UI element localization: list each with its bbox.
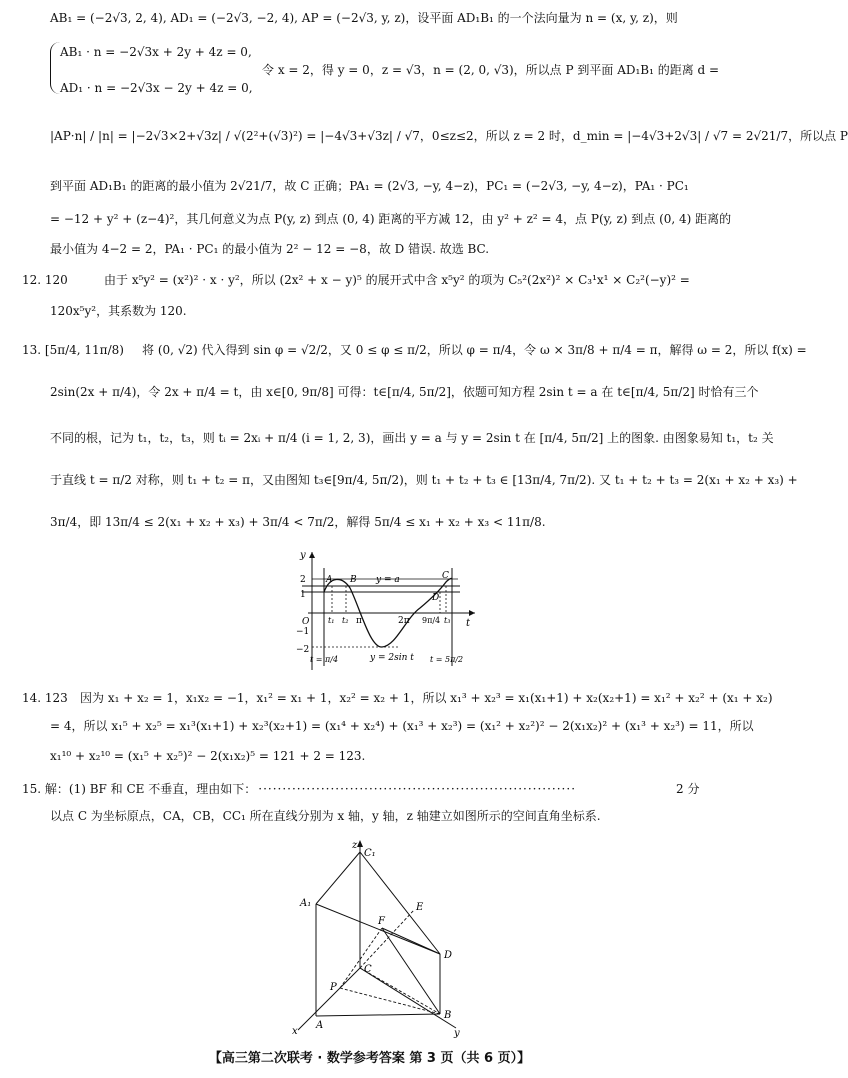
tick-label: 2: [300, 575, 306, 585]
segment-PF: [340, 928, 382, 988]
prism-figure: [290, 838, 480, 1038]
x-axis: [298, 968, 360, 1030]
axis-label-x: x: [292, 1026, 298, 1037]
tick-label: t₃: [444, 616, 451, 625]
text-line: 2sin(2x + π/4)，令 2x + π/4 = t，由 x∈[0, 9π/8] 可得：t∈[π/4, 5π/2]，依题可知方程 2sin t = a 在 t∈[π/4, 5π/2] 时恰有三个: [50, 385, 759, 399]
tick-label: −1: [296, 627, 310, 637]
answer-14: 14. 123: [22, 691, 68, 705]
text-line: |AP·n| / |n| = |−2√3×2+√3z| / √(2²+(√3)²) = |−4√3+√3z| / √7，0≤z≤2，所以 z = 2 时，d_min = |−4√3+2√3| / √7 = 2√21/7，所以点 P: [50, 129, 848, 143]
segment-CB: [360, 968, 440, 1014]
point-label: B: [350, 575, 357, 585]
bound-label: t = π/4: [310, 655, 339, 664]
text-line: 于直线 t = π/2 对称，则 t₁ + t₂ = π，又由图知 t₃∈[9π/4, 5π/2)，则 t₁ + t₂ + t₃ ∈ [13π/4, 7π/2). 又 t₁ + t₂ + t₃ = 2(x₁ + x₂ + x₃) +: [50, 473, 798, 487]
text-line: 因为 x₁ + x₂ = 1，x₁x₂ = −1，x₁² = x₁ + 1，x₂² = x₂ + 1，所以 x₁³ + x₂³ = x₁(x₁+1) + x₂(x₂+1) = x₁² + x₂² + (x₁ + x₂): [80, 691, 773, 705]
point-label: C: [364, 964, 372, 975]
tick-label: 1: [300, 590, 306, 600]
score-label: 2 分: [676, 782, 700, 796]
edge-A1C1: [316, 852, 360, 904]
tick-label: 2π: [398, 616, 410, 626]
text-line: 以点 C 为坐标原点，CA，CB，CC₁ 所在直线分别为 x 轴，y 轴，z 轴建立如图所示的空间直角坐标系.: [50, 809, 601, 823]
edge-AB: [316, 1014, 440, 1016]
question-15: [22, 781, 712, 797]
tick-label: t₁: [328, 616, 335, 625]
axis-label-y: y: [300, 550, 306, 561]
question-14: [22, 690, 773, 706]
text-line: 到平面 AD₁B₁ 的距离的最小值为 2√21/7，故 C 正确；PA₁ = (2√3, −y, 4−z)，PC₁ = (−2√3, −y, 4−z)，PA₁ · PC₁: [50, 179, 689, 193]
equation-line: AB₁ · n = −2√3x + 2y + 4z = 0,: [60, 45, 252, 59]
answer-13: 13. [5π/4, 11π/8): [22, 343, 124, 357]
equation-line: AD₁ · n = −2√3x − 2y + 4z = 0,: [60, 81, 253, 95]
question-13: [22, 342, 807, 358]
arrow-icon: [357, 840, 363, 847]
point-label: A: [316, 1020, 324, 1031]
tick-label: t₂: [342, 616, 349, 625]
point-label: E: [416, 902, 424, 913]
y-axis: [360, 968, 456, 1028]
question-12: [22, 272, 712, 288]
tick-label: π: [356, 616, 362, 626]
text-line: 不同的根，记为 t₁，t₂，t₃，则 tᵢ = 2xᵢ + π/4 (i = 1, 2, 3)，画出 y = a 与 y = 2sin t 在 [π/4, 5π/2] 上的图象. 由图象易知 t₁，t₂ 关: [50, 431, 774, 445]
tick-label: 9π/4: [422, 616, 441, 625]
origin-label: O: [302, 617, 310, 627]
text-line: 将 (0, √2) 代入得到 sin φ = √2/2，又 0 ≤ φ ≤ π/2，所以 φ = π/4，令 ω × 3π/8 + π/4 = π，解得 ω = 2，所以 f(x) =: [142, 343, 807, 357]
point-label: D: [444, 950, 453, 961]
bound-label: t = 5π/2: [430, 655, 464, 664]
tick-label: −2: [296, 645, 310, 655]
point-label: A₁: [300, 898, 312, 909]
line-label: y = a: [376, 575, 400, 585]
point-label: C: [442, 571, 449, 581]
score-leader: ··································································: [258, 782, 577, 796]
point-label: A: [326, 575, 333, 585]
text-line: AB₁ = (−2√3, 2, 4), AD₁ = (−2√3, −2, 4), AP = (−2√3, y, z)，设平面 AD₁B₁ 的一个法向量为 n = (x, y, z)，则: [50, 11, 678, 25]
point-label: C₁: [364, 848, 376, 859]
text-line: = 4，所以 x₁⁵ + x₂⁵ = x₁³(x₁+1) + x₂³(x₂+1) = (x₁⁴ + x₂⁴) + (x₁³ + x₂³) = (x₁² + x₂²)² − 2(x₁x₂)² + (x₁³ + x₂³) = 11，所以: [50, 719, 754, 733]
text-line: 120x⁵y²，其系数为 120.: [50, 304, 187, 318]
point-label: D: [432, 593, 440, 603]
axis-label-z: z: [352, 840, 358, 851]
text-line: 由于 x⁵y² = (x²)² · x · y²，所以 (2x² + x − y)⁵ 的展开式中含 x⁵y² 的项为 C₅²(2x²)² × C₃¹x¹ × C₂²(−y)² =: [104, 273, 690, 287]
curve-label: y = 2sin t: [370, 653, 414, 663]
point-label: B: [444, 1010, 452, 1021]
arrow-icon: [309, 552, 315, 558]
point-label: F: [378, 916, 385, 927]
page-footer: 【高三第二次联考 · 数学参考答案 第 3 页（共 6 页）】: [208, 1051, 531, 1066]
question-15-heading: 15. 解：(1) BF 和 CE 不垂直，理由如下：: [22, 782, 251, 796]
text-line: = −12 + y² + (z−4)²，其几何意义为点 P(y, z) 到点 (0, 4) 距离的平方减 12，由 y² + z² = 4，点 P(y, z) 到点 (0, 4) 距离的: [50, 212, 732, 226]
arrow-icon: [469, 610, 475, 616]
answer-12: 12. 120: [22, 273, 68, 287]
axis-label-t: t: [466, 618, 471, 629]
edge-C1D: [360, 852, 440, 954]
point-label: P: [330, 982, 337, 993]
text-line: 3π/4，即 13π/4 ≤ 2(x₁ + x₂ + x₃) + 3π/4 < 7π/2，解得 5π/4 ≤ x₁ + x₂ + x₃ < 11π/8.: [50, 515, 546, 529]
text-line: x₁¹⁰ + x₂¹⁰ = (x₁⁵ + x₂⁵)² − 2(x₁x₂)⁵ = 121 + 2 = 123.: [50, 749, 366, 763]
text-line: 最小值为 4−2 = 2，PA₁ · PC₁ 的最小值为 2² − 12 = −8，故 D 错误. 故选 BC.: [50, 242, 490, 256]
text-line: 令 x = 2，得 y = 0，z = √3，n = (2, 0, √3)，所以点 P 到平面 AD₁B₁ 的距离 d =: [262, 63, 720, 77]
sine-graph-figure: [280, 548, 480, 678]
axis-label-y: y: [454, 1028, 460, 1039]
